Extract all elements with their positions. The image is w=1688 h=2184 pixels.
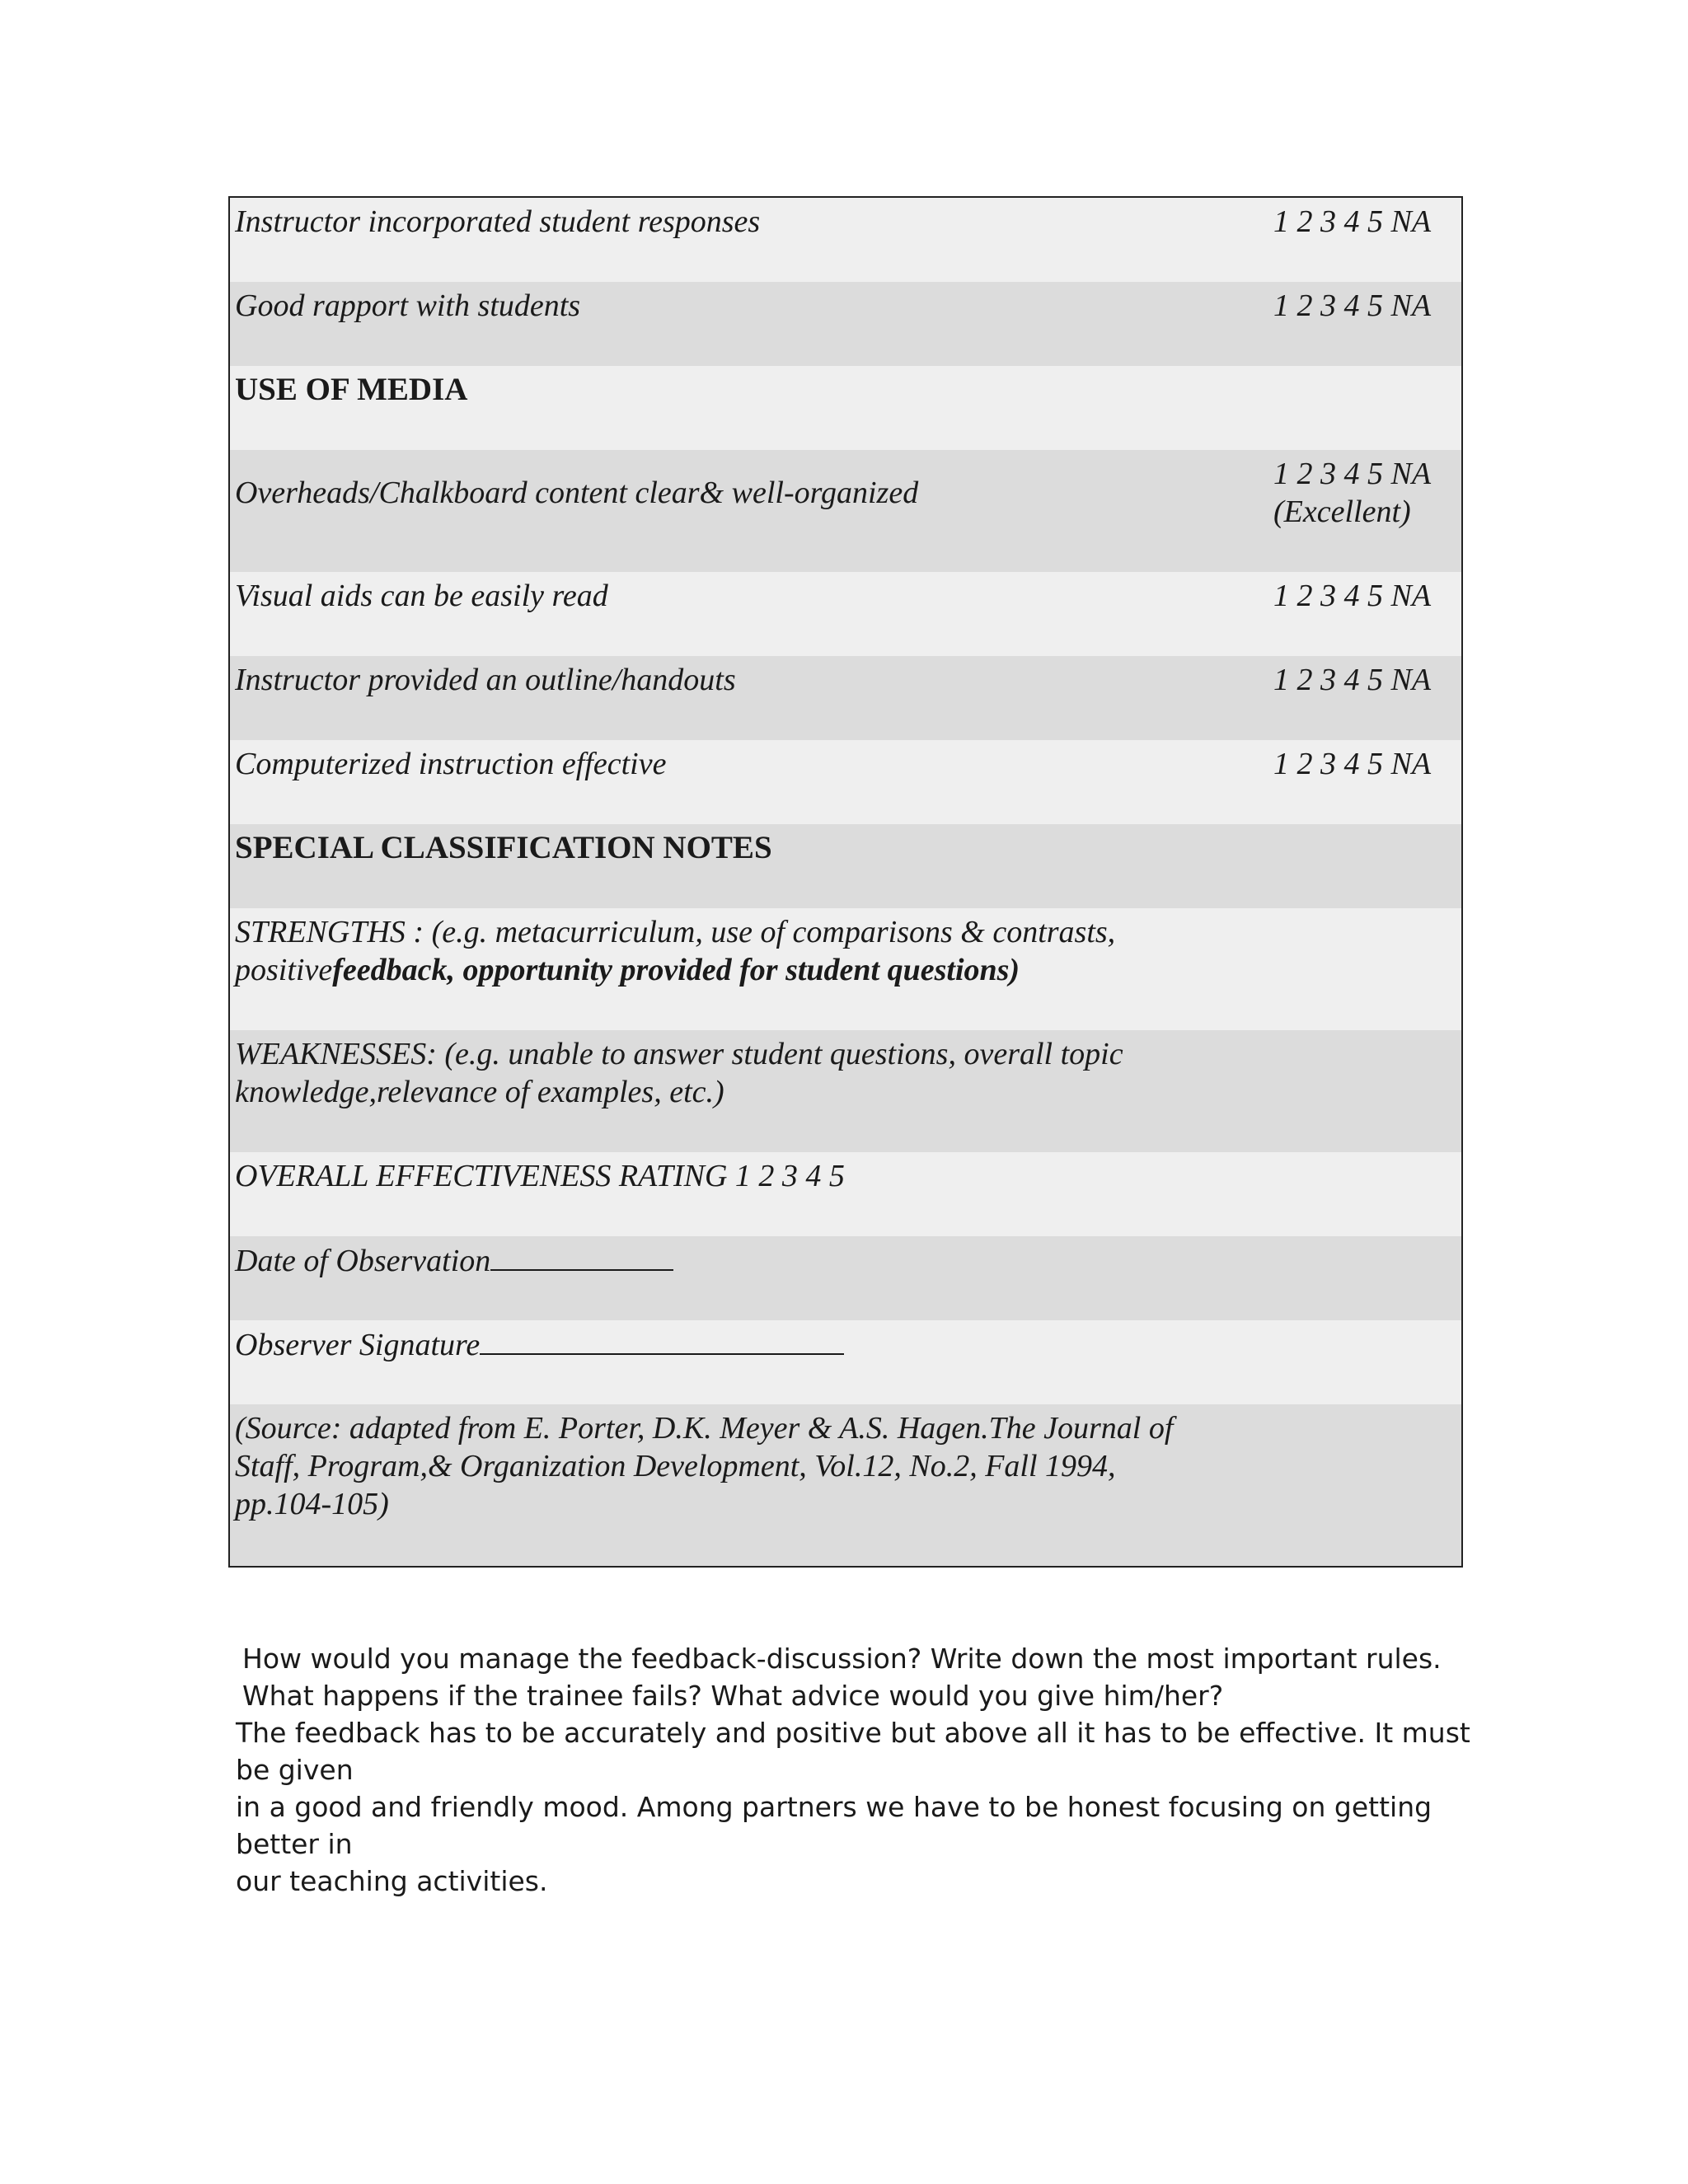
overall-rating-row [230, 1152, 1461, 1236]
criterion-label: Good rapport with students [235, 288, 581, 323]
section-header-row [230, 366, 1461, 450]
source-line: Staff, Program,& Organization Development, Vol.12, No.2, Fall 1994, [235, 1449, 1116, 1483]
overall-rating-text: OVERALL EFFECTIVENESS RATING 1 2 3 4 5 [235, 1159, 845, 1193]
rating-scale: 1 2 3 4 5 NA [1273, 579, 1432, 613]
criterion-label: Instructor incorporated student responses [235, 204, 761, 239]
answer-line: in a good and friendly mood. Among partners we have to be honest focusing on getting better in [236, 1791, 1432, 1860]
criterion-label: Computerized instruction effective [235, 747, 667, 781]
criterion-label: Overheads/Chalkboard content clear& well-organized [235, 476, 919, 510]
strengths-line: STRENGTHS : (e.g. metacurriculum, use of comparisons & contrasts, [235, 915, 1116, 949]
strengths-row [230, 908, 1461, 1030]
answer-line: our teaching activities. [236, 1865, 548, 1897]
date-field [235, 1241, 1456, 1320]
weaknesses-text [235, 1035, 1456, 1152]
weaknesses-row [230, 1030, 1461, 1152]
signature-label: Observer Signature [235, 1328, 481, 1362]
rating-scale: 1 2 3 4 5 NA [1273, 457, 1432, 491]
table-row [230, 656, 1461, 740]
source-citation [235, 1409, 1456, 1566]
weaknesses-line: knowledge,relevance of examples, etc.) [235, 1075, 724, 1109]
answer-line: The feedback has to be accurately and positive but above all it has to be effective. It must be given [236, 1717, 1470, 1786]
table-row [230, 450, 1461, 572]
section-heading: USE OF MEDIA [235, 372, 468, 407]
date-row [230, 1236, 1461, 1320]
table-row [230, 198, 1461, 282]
rating-scale: 1 2 3 4 5 NA [1273, 288, 1432, 323]
rating-scale: 1 2 3 4 5 NA [1273, 204, 1432, 239]
source-line: (Source: adapted from E. Porter, D.K. Meyer & A.S. Hagen.The Journal of [235, 1411, 1174, 1446]
rating-cell [1273, 455, 1456, 572]
strengths-text [235, 913, 1456, 1030]
weaknesses-line: WEAKNESSES: (e.g. unable to answer student questions, overall topic [235, 1037, 1123, 1071]
criterion-label: Visual aids can be easily read [235, 579, 608, 613]
discussion-questions [236, 1640, 1472, 1900]
question-1: How would you manage the feedback-discussion? Write down the most important rules. [242, 1643, 1442, 1675]
signature-blank-line[interactable] [480, 1325, 844, 1355]
source-row [230, 1404, 1461, 1566]
rating-scale: 1 2 3 4 5 NA [1273, 663, 1432, 697]
table-row [230, 282, 1461, 366]
evaluation-table [228, 196, 1463, 1568]
date-blank-line[interactable] [490, 1241, 673, 1271]
strengths-line-start: positive [235, 953, 333, 987]
table-row [230, 740, 1461, 824]
signature-row [230, 1320, 1461, 1404]
rating-note: (Excellent) [1273, 494, 1411, 529]
criterion-label: Instructor provided an outline/handouts [235, 663, 736, 697]
source-line: pp.104-105) [235, 1487, 389, 1521]
rating-scale: 1 2 3 4 5 NA [1273, 747, 1432, 781]
date-label: Date of Observation [235, 1244, 491, 1278]
table-row [230, 572, 1461, 656]
strengths-line-bold: feedback, opportunity provided for student questions) [332, 953, 1020, 987]
section-heading: SPECIAL CLASSIFICATION NOTES [235, 830, 772, 865]
section-header-row [230, 824, 1461, 908]
question-2: What happens if the trainee fails? What advice would you give him/her? [242, 1680, 1224, 1712]
signature-field [235, 1325, 1456, 1404]
